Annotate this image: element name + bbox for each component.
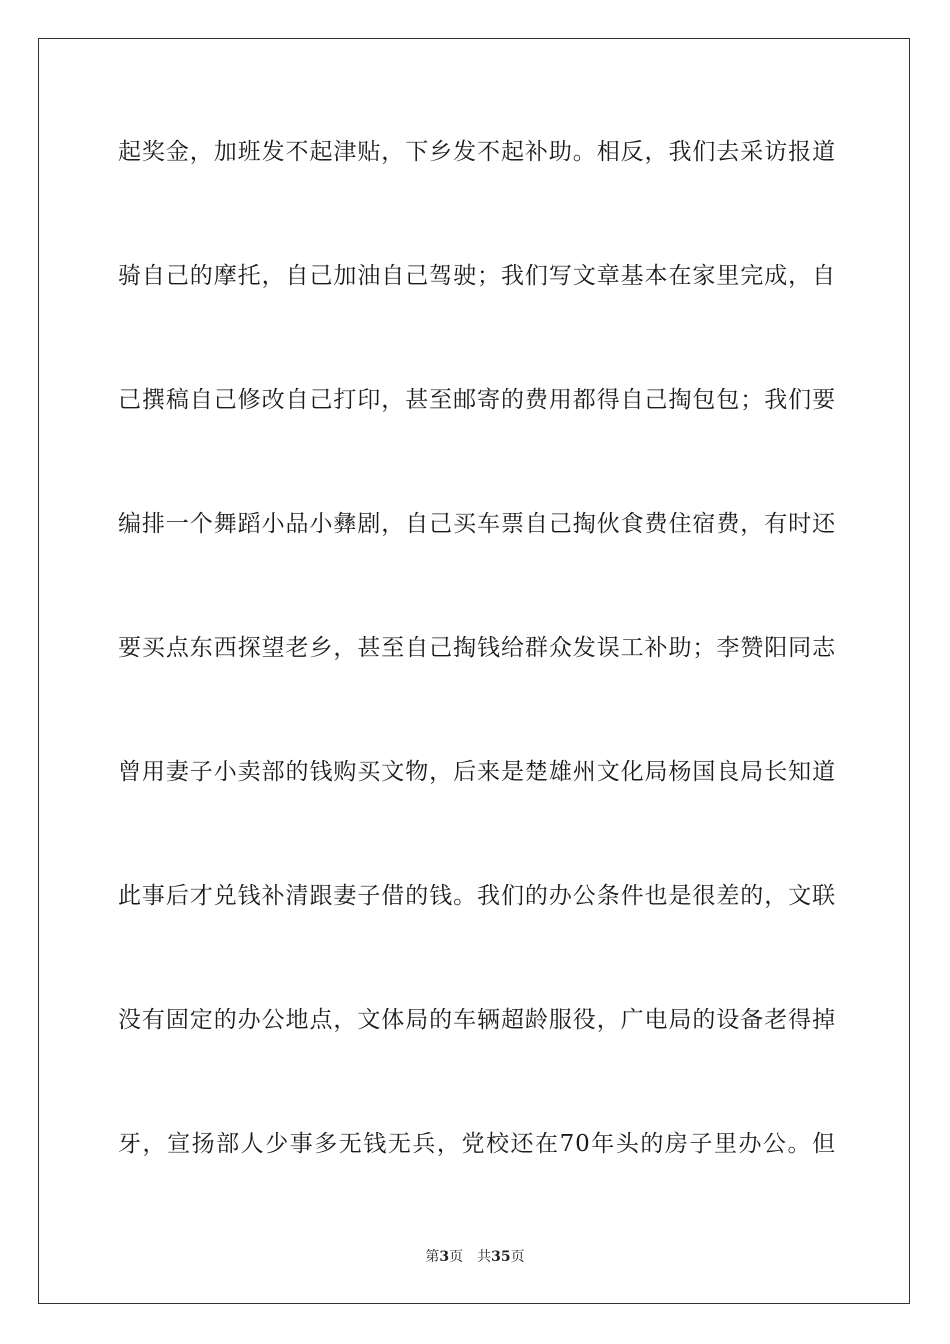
text-line: 起奖金，加班发不起津贴，下乡发不起补助。相反，我们去采访报道 [118,139,836,165]
text-line: 没有固定的办公地点，文体局的车辆超龄服役，广电局的设备老得掉 [118,1007,836,1033]
page-suffix: 页 [449,1249,464,1265]
text-line: 编排一个舞蹈小品小彝剧，自己买车票自己掏伙食费住宿费，有时还 [118,511,836,537]
page-number: 3 [439,1249,450,1265]
text-line: 曾用妻子小卖部的钱购买文物，后来是楚雄州文化局杨国良局长知道 [118,759,836,785]
text-line: 此事后才兑钱补清跟妻子借的钱。我们的办公条件也是很差的，文联 [118,883,836,909]
total-suffix: 页 [510,1249,525,1265]
text-line: 己撰稿自己修改自己打印，甚至邮寄的费用都得自己掏包包；我们要 [118,387,836,413]
page-prefix: 第 [425,1249,440,1265]
total-prefix: 共 [477,1249,492,1265]
text-line: 牙，宣扬部人少事多无钱无兵，党校还在70年头的房子里办公。但 [118,1131,836,1157]
text-line: 要买点东西探望老乡，甚至自己掏钱给群众发误工补助；李赞阳同志 [118,635,836,661]
page-footer [0,1248,950,1266]
page-border [38,38,910,1304]
total-pages: 35 [491,1249,511,1265]
text-line: 骑自己的摩托，自己加油自己驾驶；我们写文章基本在家里完成，自 [118,263,836,289]
